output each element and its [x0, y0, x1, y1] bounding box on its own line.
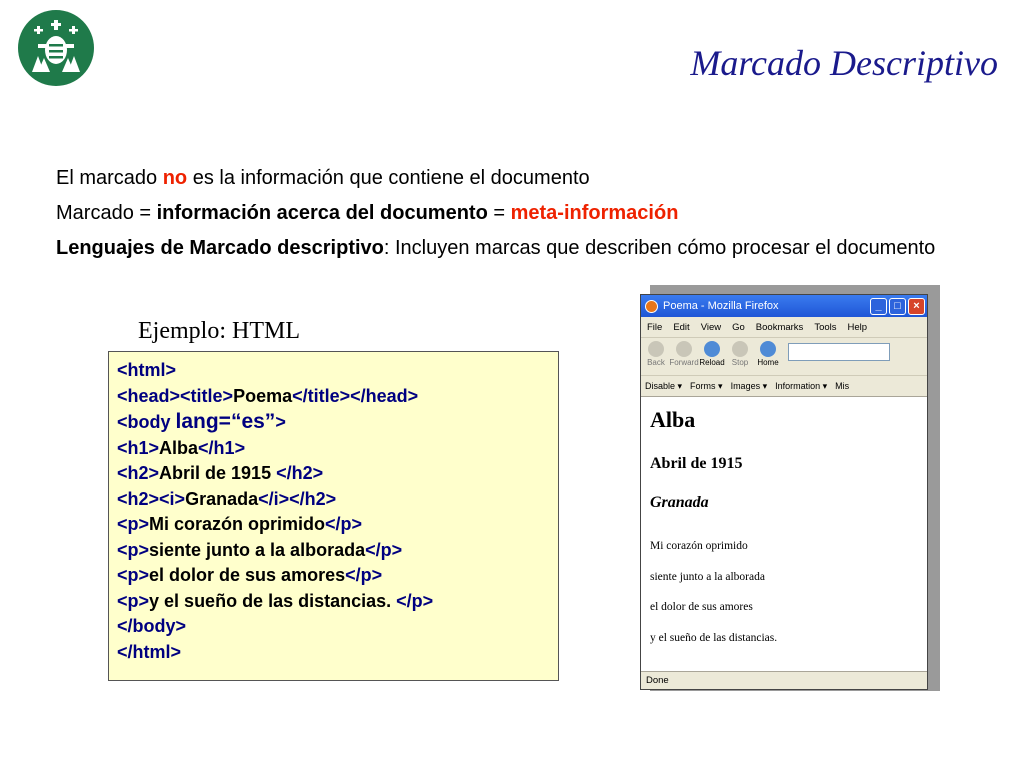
rendered-paragraph: siente junto a la alborada	[650, 571, 765, 583]
forward-icon	[676, 341, 692, 357]
bullet-3-text: : Incluyen marcas que describen cómo procesar el documento	[383, 237, 936, 259]
code-tag: <html>	[117, 360, 177, 380]
bullet-3-bold: Lenguajes de Marcado descriptivo	[56, 237, 384, 259]
code-line	[117, 436, 558, 462]
code-line	[117, 614, 558, 640]
rendered-h1: Alba	[650, 407, 696, 432]
code-tag: </html>	[117, 641, 182, 662]
menu-tools[interactable]: Tools	[814, 321, 837, 333]
bullet-2-text: Marcado =	[56, 202, 157, 224]
minimize-button[interactable]: _	[870, 298, 887, 315]
devbar-forms[interactable]: Forms ▾	[690, 380, 723, 391]
devbar-images[interactable]: Images ▾	[730, 380, 768, 391]
code-line	[117, 589, 558, 615]
developer-toolbar	[641, 376, 927, 397]
forward-label: Forward	[669, 358, 699, 367]
stop-icon	[732, 341, 748, 357]
back-icon	[648, 341, 664, 357]
bullet-1-text: El marcado	[56, 167, 163, 189]
code-line	[117, 384, 558, 410]
reload-label: Reload	[699, 358, 725, 367]
bullet-2	[56, 201, 956, 226]
menu-view[interactable]: View	[700, 321, 722, 333]
home-icon	[760, 341, 776, 357]
code-line	[117, 487, 558, 513]
menu-go[interactable]: Go	[732, 321, 745, 333]
stop-button[interactable]	[728, 341, 752, 367]
code-tag: </p>	[396, 590, 434, 611]
code-tag: </title></head>	[292, 385, 419, 406]
reload-icon	[704, 341, 720, 357]
menu-bar	[641, 317, 927, 338]
bullet-2-emphasis: meta-información	[510, 202, 679, 224]
menu-bookmarks[interactable]: Bookmarks	[755, 321, 804, 333]
home-label: Home	[757, 358, 779, 367]
menu-edit[interactable]: Edit	[673, 321, 690, 333]
rendered-paragraph: Mi corazón oprimido	[650, 540, 748, 552]
code-line	[117, 640, 558, 666]
university-seal-logo	[18, 10, 94, 86]
code-tag: >	[275, 412, 286, 432]
slide-title: Marcado Descriptivo	[690, 43, 998, 83]
code-line	[117, 512, 558, 538]
devbar-disable[interactable]: Disable ▾	[645, 380, 683, 391]
rendered-paragraph: el dolor de sus amores	[650, 601, 753, 613]
code-tag: </h1>	[198, 437, 246, 458]
code-tag: </p>	[325, 514, 363, 534]
code-tag: <h2>	[117, 463, 160, 483]
code-tag: <p>	[117, 539, 150, 560]
back-button[interactable]	[644, 341, 668, 367]
menu-help[interactable]: Help	[847, 321, 868, 333]
code-tag: <p>	[117, 565, 150, 585]
rendered-paragraph: y el sueño de las distancias.	[650, 632, 778, 644]
status-bar: Done	[641, 671, 927, 689]
code-tag: </p>	[365, 539, 403, 560]
code-text: Alba	[159, 437, 199, 458]
example-label: Ejemplo: HTML	[138, 318, 300, 344]
bullet-list	[56, 166, 956, 271]
html-code-box	[108, 351, 559, 681]
bullet-2-bold: información acerca del documento	[156, 202, 488, 224]
bullet-1	[56, 166, 956, 191]
bullet-3	[56, 236, 956, 261]
code-tag: </i></h2>	[258, 488, 337, 509]
code-line	[117, 538, 558, 564]
rendered-h2-italic: Granada	[650, 494, 709, 511]
bullet-2-equals: =	[487, 202, 511, 224]
code-tag: <head><title>	[117, 385, 234, 406]
code-tag: <h2><i>	[117, 488, 186, 509]
firefox-icon	[645, 300, 658, 313]
url-input[interactable]	[788, 343, 890, 361]
home-button[interactable]	[756, 341, 780, 367]
code-tag: </h2>	[276, 463, 324, 483]
code-text: Granada	[185, 488, 259, 509]
code-tag: </body>	[117, 616, 187, 636]
rendered-h2: Abril de 1915	[650, 455, 743, 472]
code-text: Abril de 1915	[159, 463, 277, 483]
devbar-information[interactable]: Information ▾	[775, 380, 828, 391]
window-titlebar	[641, 295, 927, 317]
code-tag: <h1>	[117, 437, 160, 458]
menu-file[interactable]: File	[647, 321, 663, 333]
page-content	[641, 397, 927, 665]
code-tag: <body	[117, 412, 176, 432]
maximize-button[interactable]: □	[889, 298, 906, 315]
code-line	[117, 358, 558, 384]
code-line	[117, 461, 558, 487]
devbar-misc[interactable]: Mis	[835, 381, 850, 391]
bullet-1-emphasis: no	[162, 167, 188, 189]
code-attr: lang=“es”	[175, 410, 276, 433]
forward-button[interactable]	[669, 341, 699, 367]
code-tag: <p>	[117, 514, 150, 534]
reload-button[interactable]	[700, 341, 724, 367]
code-text: el dolor de sus amores	[149, 565, 346, 585]
bullet-1-text-end: es la información que contiene el documento	[187, 167, 590, 189]
back-label: Back	[647, 358, 665, 367]
window-title: Poema - Mozilla Firefox	[663, 300, 779, 312]
stop-label: Stop	[731, 358, 749, 367]
firefox-window	[640, 294, 928, 690]
close-button[interactable]: ×	[908, 298, 925, 315]
code-tag: <p>	[117, 590, 150, 611]
code-text: Mi corazón oprimido	[149, 514, 326, 534]
code-tag: </p>	[345, 565, 383, 585]
code-text: y el sueño de las distancias.	[149, 590, 397, 611]
navigation-toolbar	[641, 338, 927, 376]
code-line	[117, 563, 558, 589]
code-text: siente junto a la alborada	[149, 539, 366, 560]
code-text: Poema	[233, 385, 293, 406]
code-line	[117, 409, 558, 436]
